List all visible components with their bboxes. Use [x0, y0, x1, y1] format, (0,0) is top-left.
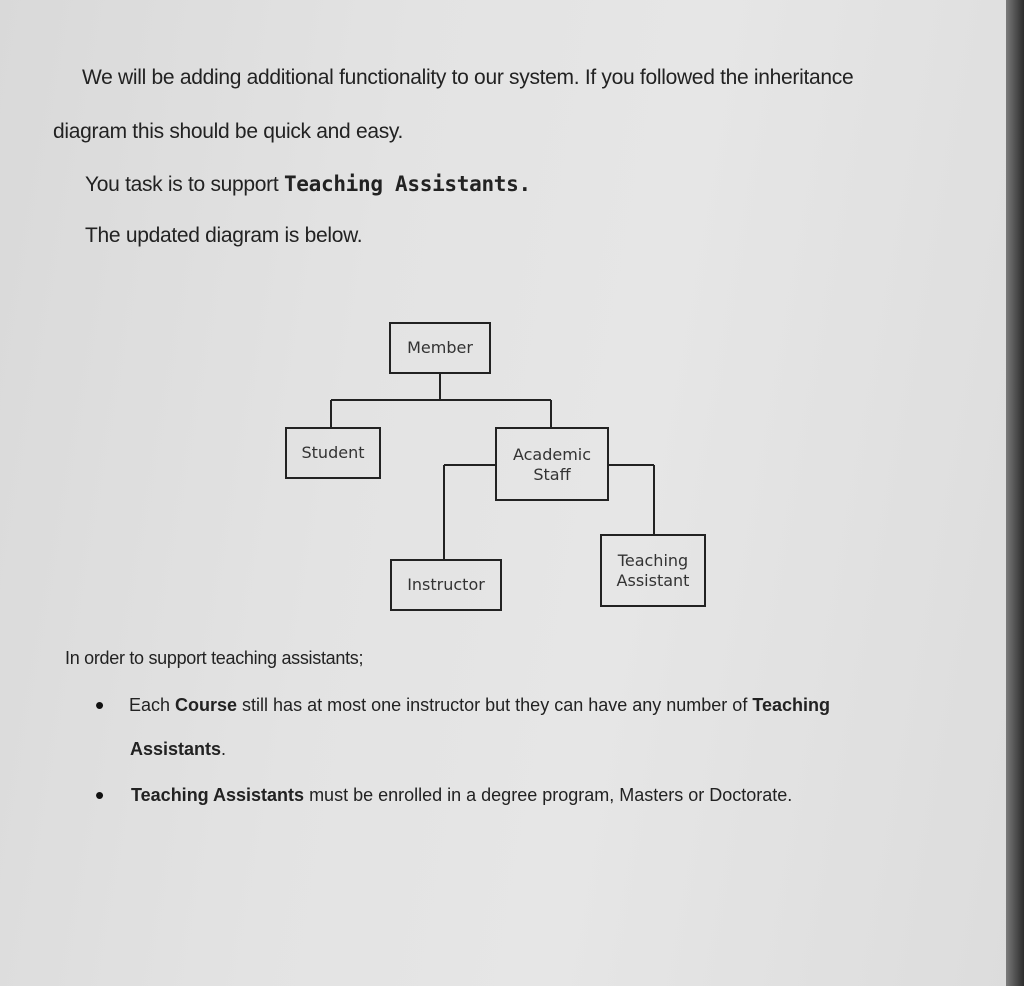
- intro-line-2: diagram this should be quick and easy.: [53, 120, 404, 143]
- member-label: Member: [407, 338, 473, 357]
- req1-part2: still has at most one instructor but they can have any number of: [237, 695, 753, 715]
- teaching-assistant-label-2: Assistant: [616, 571, 690, 590]
- requirement-2: [131, 785, 792, 806]
- req1-course: Course: [175, 695, 238, 715]
- bullet-1: •: [95, 690, 105, 720]
- req1-ta-line1: Teaching: [752, 695, 831, 715]
- bullet-2: •: [95, 780, 105, 810]
- requirement-1-line-2: [130, 739, 226, 760]
- task-highlight: Teaching Assistants.: [283, 172, 531, 196]
- req1-part1: Each: [129, 695, 176, 715]
- requirements-heading: In order to support teaching assistants;: [65, 648, 364, 668]
- intro-line-1: We will be adding additional functionality to our system. If you followed the inheritance: [82, 66, 854, 89]
- req2-rest: must be enrolled in a degree program, Masters or Doctorate.: [304, 785, 793, 805]
- student-label: Student: [301, 443, 365, 462]
- academic-staff-label-2: Staff: [533, 465, 571, 484]
- academic-staff-label-1: Academic: [512, 445, 592, 464]
- task-prefix: You task is to support: [85, 173, 284, 196]
- diagram-caption: The updated diagram is below.: [85, 224, 363, 247]
- screen-edge: [1006, 0, 1024, 986]
- instructor-label: Instructor: [407, 575, 485, 594]
- task-statement: [85, 172, 531, 197]
- req1-end: .: [221, 739, 227, 759]
- teaching-assistant-label-1: Teaching: [617, 551, 689, 570]
- academic-staff-box: [496, 428, 608, 500]
- inheritance-diagram: [270, 310, 720, 620]
- requirement-1-line-1: [129, 695, 830, 716]
- req1-ta-line2: Assistants: [130, 739, 222, 759]
- req2-ta: Teaching Assistants: [131, 785, 305, 805]
